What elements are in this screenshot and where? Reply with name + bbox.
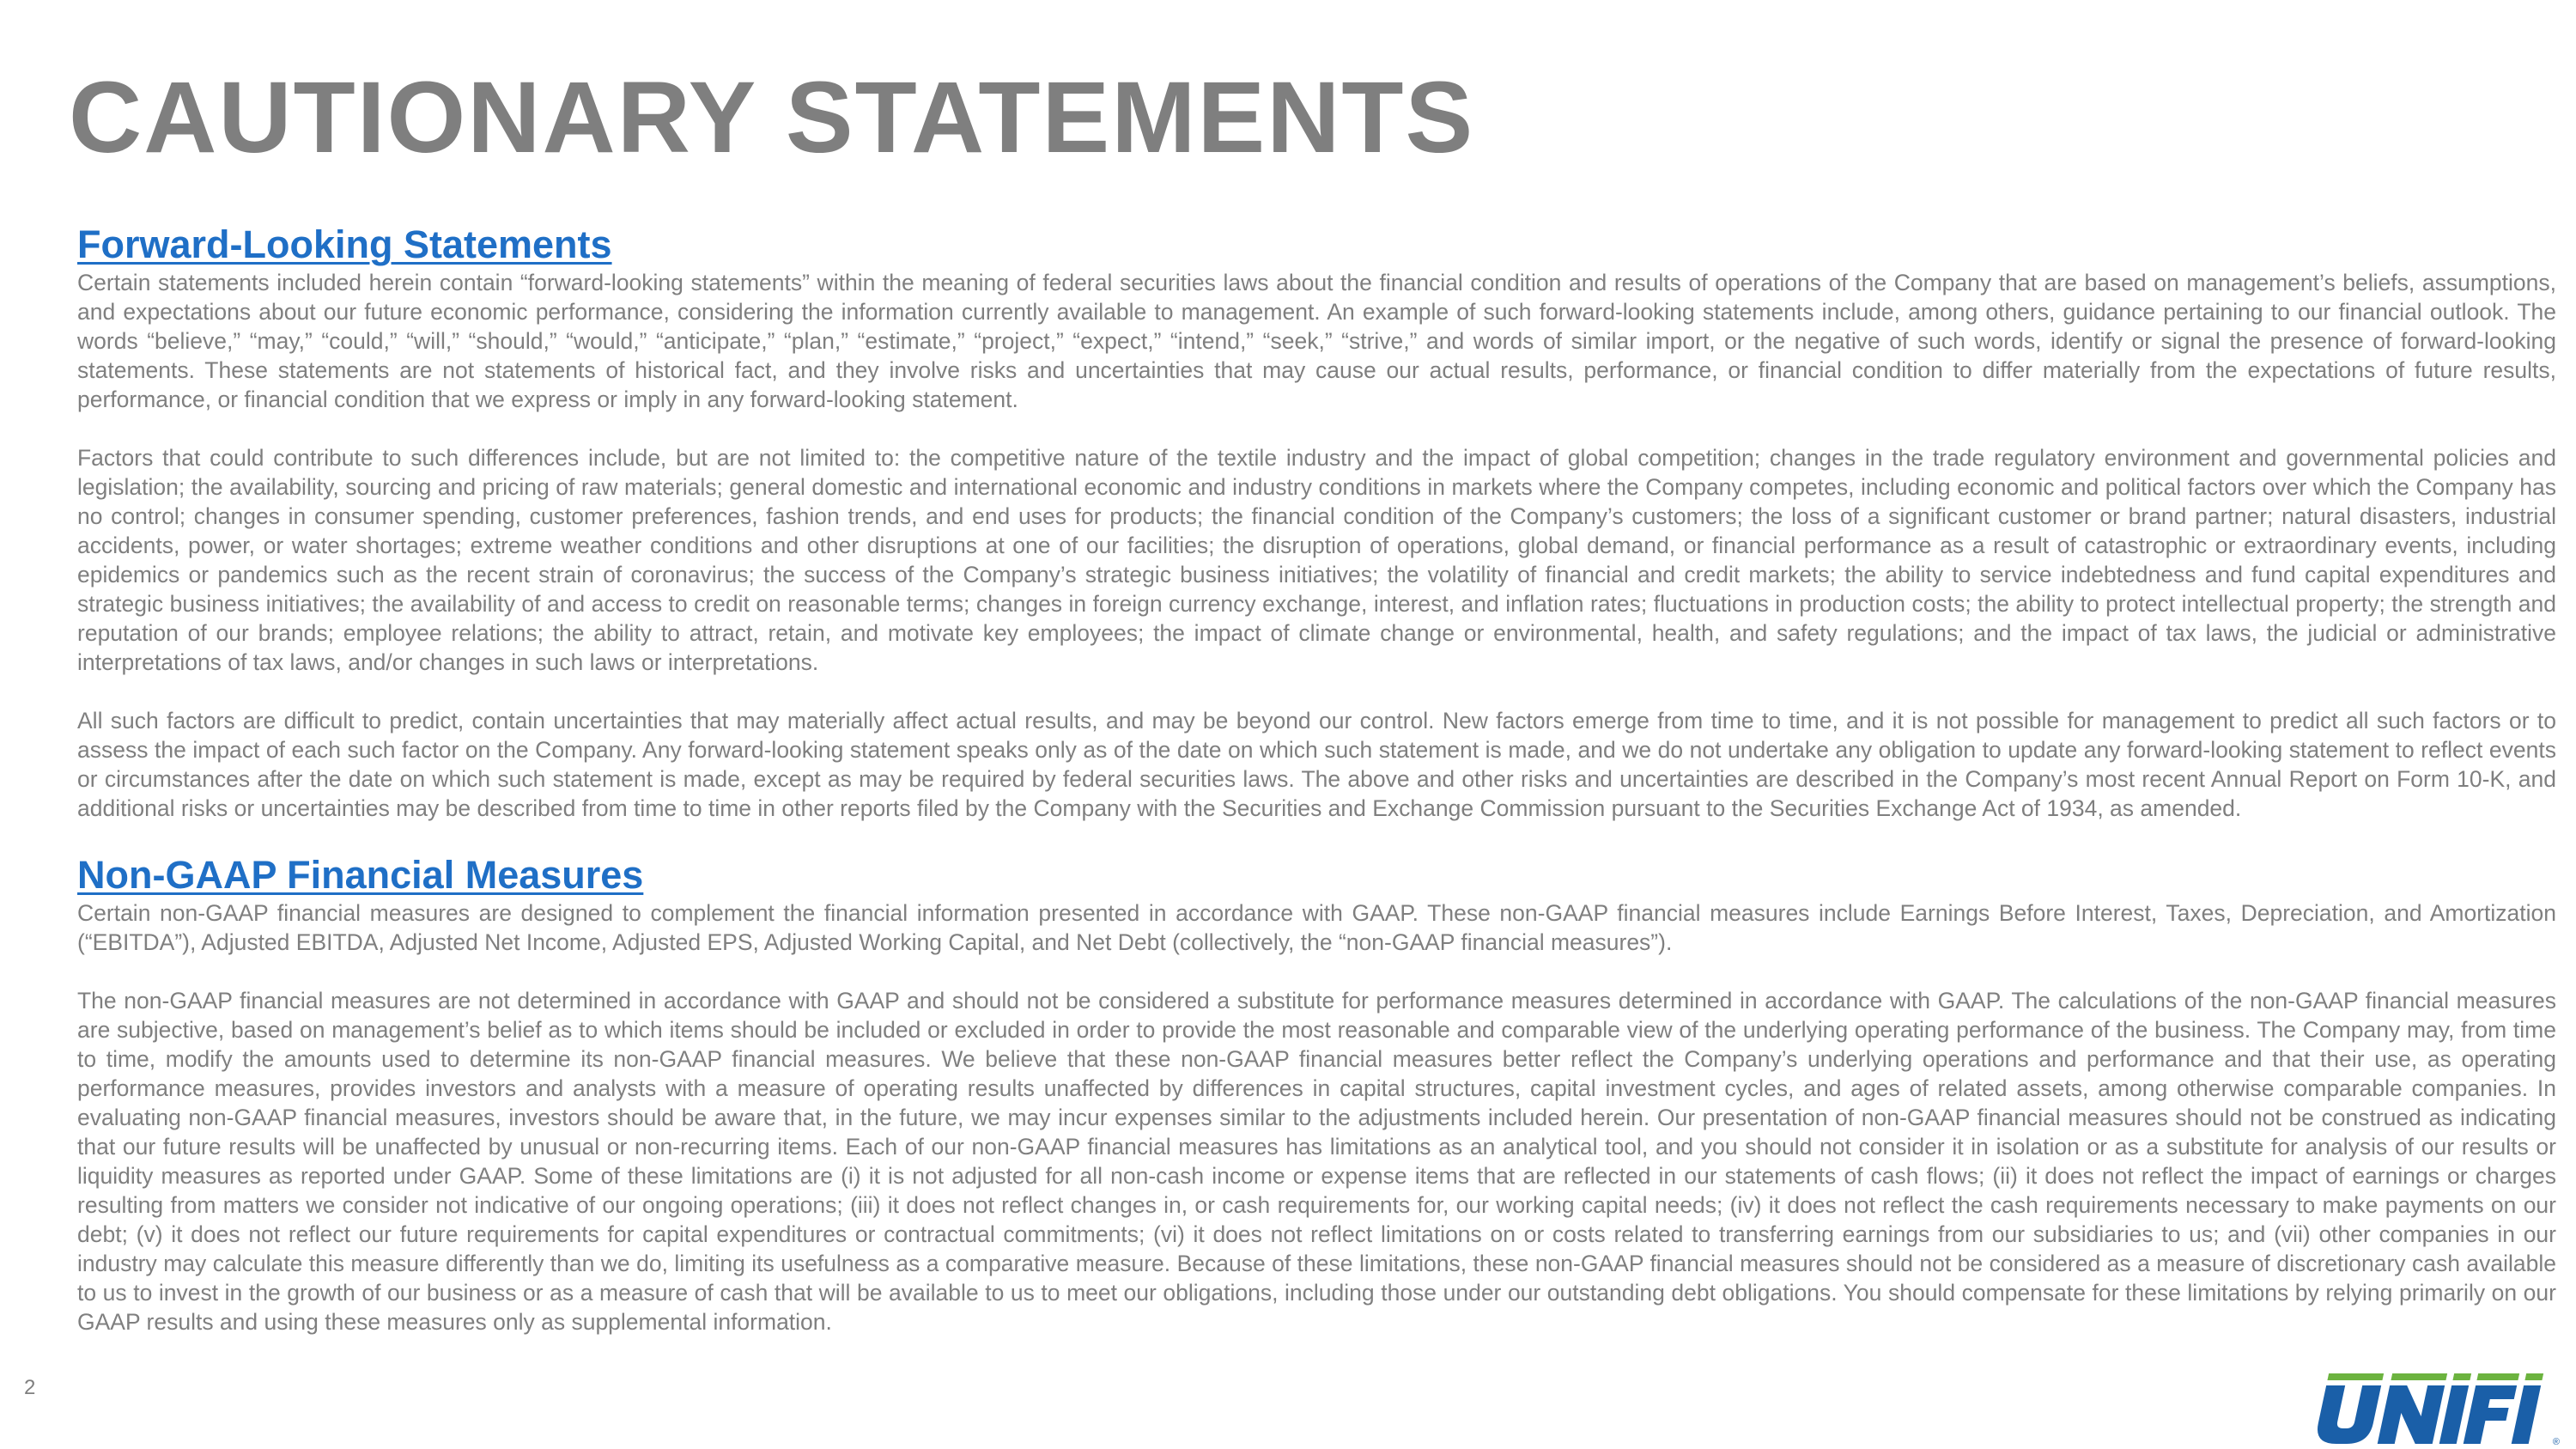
paragraph: Certain non-GAAP financial measures are designed to complement the financial information presented in accordance with GAAP. These non-GAAP financial measures include Earnings Before Interest, Taxes, Depreciation, and Amortization (“EBITDA”), Adjusted EBITDA, Adjusted Net Income, Adjusted EPS, Adjusted Working Capital, and Net Debt (collectively, the “non-GAAP financial measures”). (77, 900, 2556, 955)
paragraph: All such factors are difficult to predict, contain uncertainties that may materially affect actual results, and may be beyond our control. New factors emerge from time to time, and it is not possible for management to predict all such factors or to assess the impact of each such factor on the Company. Any forward-looking statement speaks only as of the date on which such statement is made, and we do not undertake any obligation to update any forward-looking statement to reflect events or circumstances after the date on which such statement is made, except as may be required by federal securities laws. The above and other risks and uncertainties are described in the Company’s most recent Annual Report on Form 10-K, and additional risks or uncertainties may be described from time to time in other reports filed by the Company with the Securities and Exchange Commission pursuant to the Securities Exchange Act of 1934, as amended. (77, 708, 2556, 821)
section-non-gaap (77, 852, 2556, 1336)
content-body (77, 222, 2556, 1336)
paragraph: Factors that could contribute to such differences include, but are not limited to: the competitive nature of the textile industry and the impact of global competition; changes in the trade regulatory environment and governmental policies and legislation; the availability, sourcing and pricing of raw materials; general domestic and international economic and industry conditions in markets where the Company competes, including economic and political factors over which the Company has no control; changes in consumer spending, customer preferences, fashion trends, and end uses for products; the financial condition of the Company’s customers; the loss of a significant customer or brand partner; natural disasters, industrial accidents, power, or water shortages; extreme weather conditions and other disruptions at one of our facilities; the disruption of operations, global demand, or financial performance as a result of catastrophic or extraordinary events, including epidemics or pandemics such as the recent strain of coronavirus; the success of the Company’s strategic business initiatives; the volatility of financial and credit markets; the ability to service indebtedness and fund capital expenditures and strategic business initiatives; the availability of and access to credit on reasonable terms; changes in foreign currency exchange, interest, and inflation rates; fluctuations in production costs; the ability to protect intellectual property; the strength and reputation of our brands; employee relations; the ability to attract, retain, and motivate key employees; the impact of climate change or environmental, health, and safety regulations; and the impact of tax laws, the judicial or administrative interpretations of tax laws, and/or changes in such laws or interpretations. (77, 445, 2556, 675)
section-forward-looking (77, 222, 2556, 823)
section-heading-forward-looking: Forward-Looking Statements (77, 222, 612, 266)
section-heading-non-gaap: Non-GAAP Financial Measures (77, 853, 644, 897)
paragraph: Certain statements included herein contain “forward-looking statements” within the meaning of federal securities laws about the financial condition and results of operations of the Company that are based on management’s beliefs, assumptions, and expectations about our future economic performance, considering the information currently available to management. An example of such forward-looking statements include, among others, guidance pertaining to our financial outlook. The words “believe,” “may,” “could,” “will,” “should,” “would,” “anticipate,” “plan,” “estimate,” “project,” “expect,” “intend,” “seek,” “strive,” and words of similar import, or the negative of such words, identify or signal the presence of forward-looking statements. These statements are not statements of historical fact, and they involve risks and uncertainties that may cause our actual results, performance, or financial condition to differ materially from the expectations of future results, performance, or financial condition that we express or imply in any forward-looking statement. (77, 270, 2556, 412)
page-title: CAUTIONARY STATEMENTS (69, 61, 1475, 174)
unifi-logo (2304, 1370, 2561, 1447)
page-number: 2 (24, 1376, 36, 1399)
unifi-logo-mark (2304, 1370, 2553, 1447)
registered-mark: ® (2552, 1437, 2560, 1447)
paragraph: The non-GAAP financial measures are not determined in accordance with GAAP and should not be considered a substitute for performance measures determined in accordance with GAAP. The calculations of the non-GAAP financial measures are subjective, based on management’s belief as to which items should be included or excluded in order to provide the most reasonable and comparable view of the underlying operating performance of the business. The Company may, from time to time, modify the amounts used to determine its non-GAAP financial measures. We believe that these non-GAAP financial measures better reflect the Company’s underlying operations and performance and that their use, as operating performance measures, provides investors and analysts with a measure of operating results unaffected by differences in capital structures, capital investment cycles, and ages of related assets, among otherwise comparable companies. In evaluating non-GAAP financial measures, investors should be aware that, in the future, we may incur expenses similar to the adjustments included herein. Our presentation of non-GAAP financial measures should not be construed as indicating that our future results will be unaffected by unusual or non-recurring items. Each of our non-GAAP financial measures has limitations as an analytical tool, and you should not consider it in isolation or as a substitute for analysis of our results or liquidity measures as reported under GAAP. Some of these limitations are (i) it is not adjusted for all non-cash income or expense items that are reflected in our statements of cash flows; (ii) it does not reflect the impact of earnings or charges resulting from matters we consider not indicative of our ongoing operations; (iii) it does not reflect changes in, or cash requirements for, our working capital needs; (iv) it does not reflect the cash requirements necessary to make payments on our debt; (v) it does not reflect our future requirements for capital expenditures or contractual commitments; (vi) it does not reflect limitations on or costs related to transferring earnings from our subsidiaries to us; and (vii) other companies in our industry may calculate this measure differently than we do, limiting its usefulness as a comparative measure. Because of these limitations, these non-GAAP financial measures should not be considered as a measure of discretionary cash available to us to invest in the growth of our business or as a measure of cash that will be available to us to meet our obligations, including those under our outstanding debt obligations. You should compensate for these limitations by relying primarily on our GAAP results and using these measures only as supplemental information. (77, 988, 2556, 1335)
